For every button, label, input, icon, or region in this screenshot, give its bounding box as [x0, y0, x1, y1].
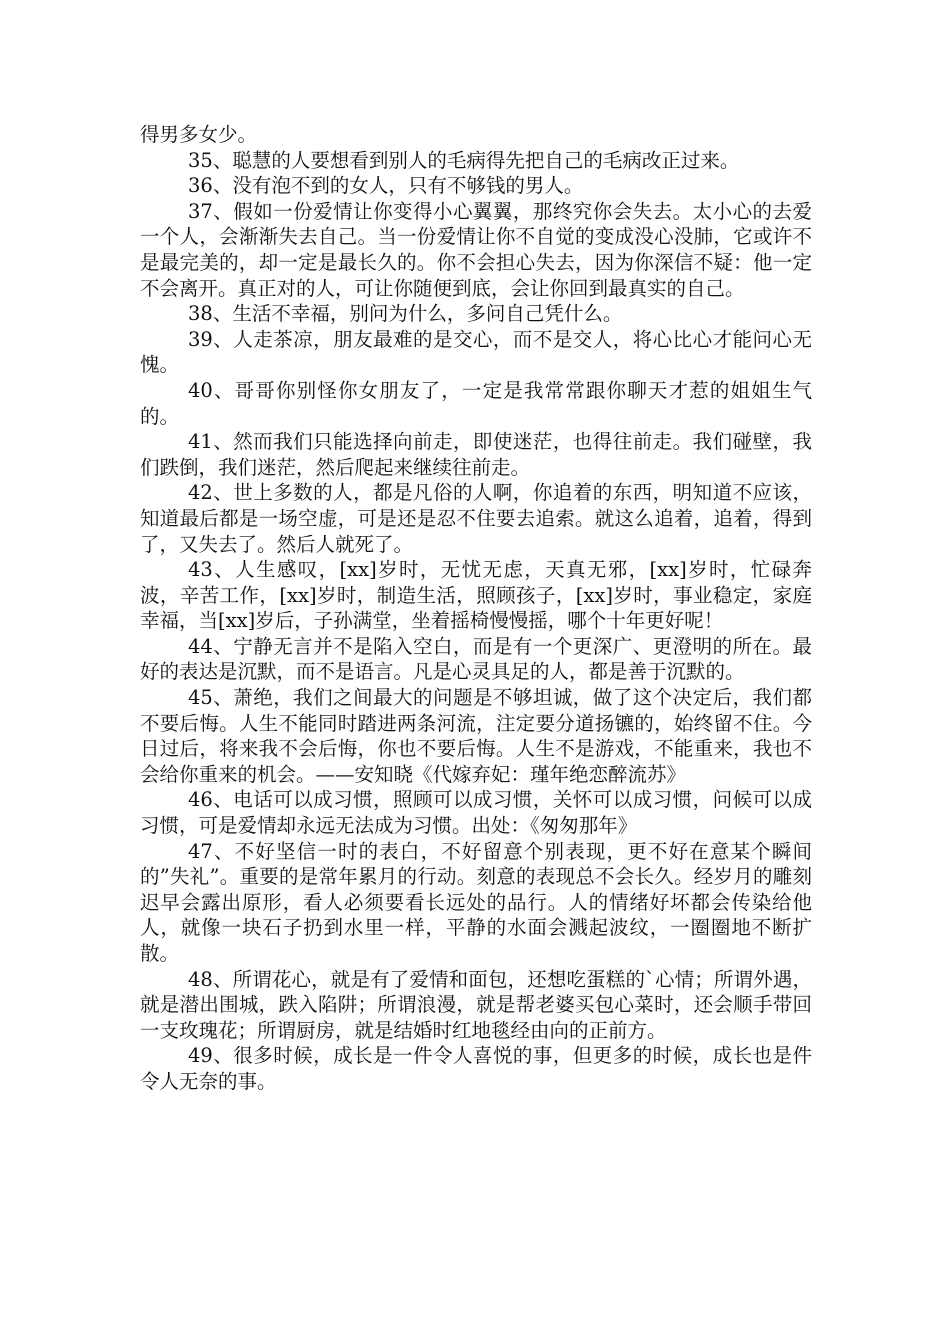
paragraph-40: 40、哥哥你别怪你女朋友了，一定是我常常跟你聊天才惹的姐姐生气的。 [140, 378, 812, 428]
paragraph-48: 48、所谓花心，就是有了爱情和面包，还想吃蛋糕的`心情；所谓外遇，就是潜出围城，跌入陷阱；所谓浪漫，就是帮老婆买包心菜时，还会顺手带回一支玫瑰花；所谓厨房，就是结婚时红地毯经由向的正前方。 [140, 967, 812, 1042]
paragraph-36: 36、没有泡不到的女人，只有不够钱的男人。 [188, 174, 584, 198]
paragraph-38: 38、生活不幸福，别问为什么，多问自己凭什么。 [188, 302, 623, 326]
paragraph-45: 45、萧绝，我们之间最大的问题是不够坦诚，做了这个决定后，我们都不要后悔。人生不能同时踏进两条河流，注定要分道扬镳的，始终留不住。今日过后，将来我不会后悔，你也不要后悔。人生不是游戏，不能重来，我也不会给你重来的机会。——安知晓《代嫁弃妃：瑾年绝恋醉流苏》 [140, 686, 812, 786]
paragraph-continuation: 得男多女少。 [140, 123, 258, 146]
paragraph-47: 47、不好坚信一时的表白，不好留意个别表现，更不好在意某个瞬间的”失礼”。重要的是常年累月的行动。刻意的表现总不会长久。经岁月的雕刻迟早会露出原形，看人必须要看长远处的品行。人的情绪好坏都会传染给他人，就像一块石子扔到水里一样，平静的水面会溅起波纹，一圈圈地不断扩散。 [140, 839, 812, 965]
paragraph-37: 37、假如一份爱情让你变得小心翼翼，那终究你会失去。太小心的去爱一个人，会渐渐失去自己。当一份爱情让你不自觉的变成没心没肺，它或许不是最完美的，却一定是最长久的。你不会担心失去，因为你深信不疑：他一定不会离开。真正对的人，可让你随便到底，会让你回到最真实的自己。 [140, 199, 812, 300]
paragraph-44: 44、宁静无言并不是陷入空白，而是有一个更深广、更澄明的所在。最好的表达是沉默，而不是语言。凡是心灵具足的人，都是善于沉默的。 [140, 634, 812, 684]
paragraph-42: 42、世上多数的人，都是凡俗的人啊，你追着的东西，明知道不应该，知道最后都是一场空虚，可是还是忍不住要去追索。就这么追着，追着，得到了，又失去了。然后人就死了。 [140, 481, 812, 556]
paragraph-41: 41、然而我们只能选择向前走，即使迷茫，也得往前走。我们碰壁，我们跌倒，我们迷茫，然后爬起来继续往前走。 [140, 430, 812, 479]
paragraph-39: 39、人走茶凉，朋友最难的是交心，而不是交人，将心比心才能问心无愧。 [140, 327, 812, 377]
paragraph-35: 35、聪慧的人要想看到别人的毛病得先把自己的毛病改正过来。 [188, 148, 740, 172]
paragraph-49: 49、很多时候，成长是一件令人喜悦的事，但更多的时候，成长也是件令人无奈的事。 [140, 1044, 812, 1093]
document-body [140, 122, 812, 1095]
paragraph-46: 46、电话可以成习惯，照顾可以成习惯，关怀可以成习惯，问候可以成习惯，可是爱情却永远无法成为习惯。出处：《匆匆那年》 [140, 788, 812, 838]
paragraph-43: 43、人生感叹，[xx]岁时，无忧无虑，天真无邪，[xx]岁时，忙碌奔波，辛苦工作，[xx]岁时，制造生活，照顾孩子，[xx]岁时，事业稳定，家庭幸福，当[xx]岁后，子孙满堂，坐着摇椅慢慢摇，哪个十年更好呢！ [140, 558, 812, 633]
